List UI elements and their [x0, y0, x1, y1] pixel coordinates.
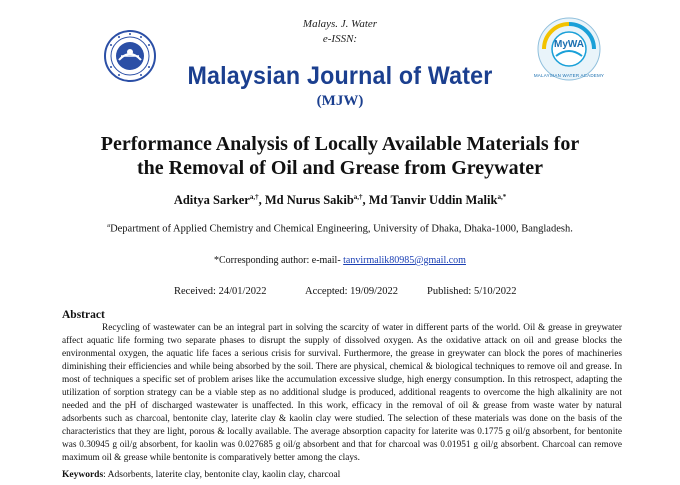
author-list [0, 193, 680, 208]
published-date: Published: 5/10/2022 [427, 286, 517, 297]
corresponding-email-link[interactable]: tanvirmalik80985@gmail.com [343, 255, 466, 266]
affiliation-text: Department of Applied Chemistry and Chemical Engineering, University of Dhaka, Dhaka-1000, Bangladesh. [110, 223, 573, 235]
keywords-label: Keywords [62, 470, 104, 480]
accepted-date: Accepted: 19/09/2022 [305, 286, 399, 297]
corr-superscript: * [214, 255, 220, 266]
author-superscript: a,† [249, 193, 259, 201]
keywords [62, 470, 340, 480]
paper-title-line-2: the Removal of Oil and Grease from Greywater [136, 157, 544, 179]
corr-label: Corresponding author: e-mail- [219, 255, 344, 266]
keywords-list: : Adsorbents, laterite clay, bentonite clay, kaolin clay, charcoal [103, 470, 341, 480]
affiliation-superscript: a [107, 222, 111, 229]
journal-short-name: Malays. J. Water [302, 18, 378, 30]
author-separator: , [258, 193, 265, 208]
author-name: Aditya Sarker [173, 193, 250, 208]
journal-name: Malaysian Journal of Water [187, 62, 493, 90]
journal-abbreviation: (MJW) [316, 93, 364, 109]
paper-title [30, 132, 650, 180]
affiliation [0, 222, 680, 235]
author-superscript: a,* [497, 193, 507, 201]
author-name: Md Nurus Sakib [264, 193, 354, 208]
abstract-heading: Abstract [62, 309, 105, 321]
author-separator: , [362, 193, 369, 208]
journal-issn: e-ISSN: [322, 33, 358, 45]
abstract-body: Recycling of wastewater can be an integral part in solving the scarcity of water in different parts of the world. Oil & grease in greywater affect aquatic life forming two separate phases to disrupt the supply of dissolved oxygen. As the oxidative attack on oil and grease blocks the environmental oxygen, the aquatic life faces a serious crisis for survival. Furthermore, the grease in greywater can block the pores of machineries diminishing their efficiencies and while being absorbed by the soil. There are physical, chemical & biological techniques to remove oil and grease. In most of techniques a specific set of problem arises like the accumulation excessive sludge, high energy consumption. In this retrospect, adapting the utilization of sorption strategy can be a viable step as no additional sludge is produced, additional reagents to overcome the high alkalinity are not needed and the pH of discharged wastewater is unaffected. In this work, efficacy in the removal of oil & grease from waste water by natural adsorbents such as charcoal, bentonite clay, laterite clay & kaolin clay were studied. The selection of these materials was done on the basis of the characteristics that they are light, porous & locally available. The average absorption capacity for laterite was 0.1775 g oil/g absorbent, for bentonite was 0.30945 g oil/g absorbent, for kaolin was 0.027685 g oil/g absorbent and that for charcoal was 0.01951 g oil/g absorbent. Charcoal can remove maximum oil & grease while bentonite is comparatively better among the clays. [62, 323, 622, 464]
mywa-logo-ring-text: MALAYSIAN WATER ACADEMY [533, 73, 605, 78]
author-superscript: a,† [353, 193, 363, 201]
mywa-logo-text: MyWA [554, 39, 584, 50]
paper-title-line-1: Performance Analysis of Locally Available Materials for [100, 133, 580, 155]
author-name: Md Tanvir Uddin Malik [368, 193, 498, 208]
received-date: Received: 24/01/2022 [174, 286, 267, 297]
corresponding-author [0, 255, 680, 266]
